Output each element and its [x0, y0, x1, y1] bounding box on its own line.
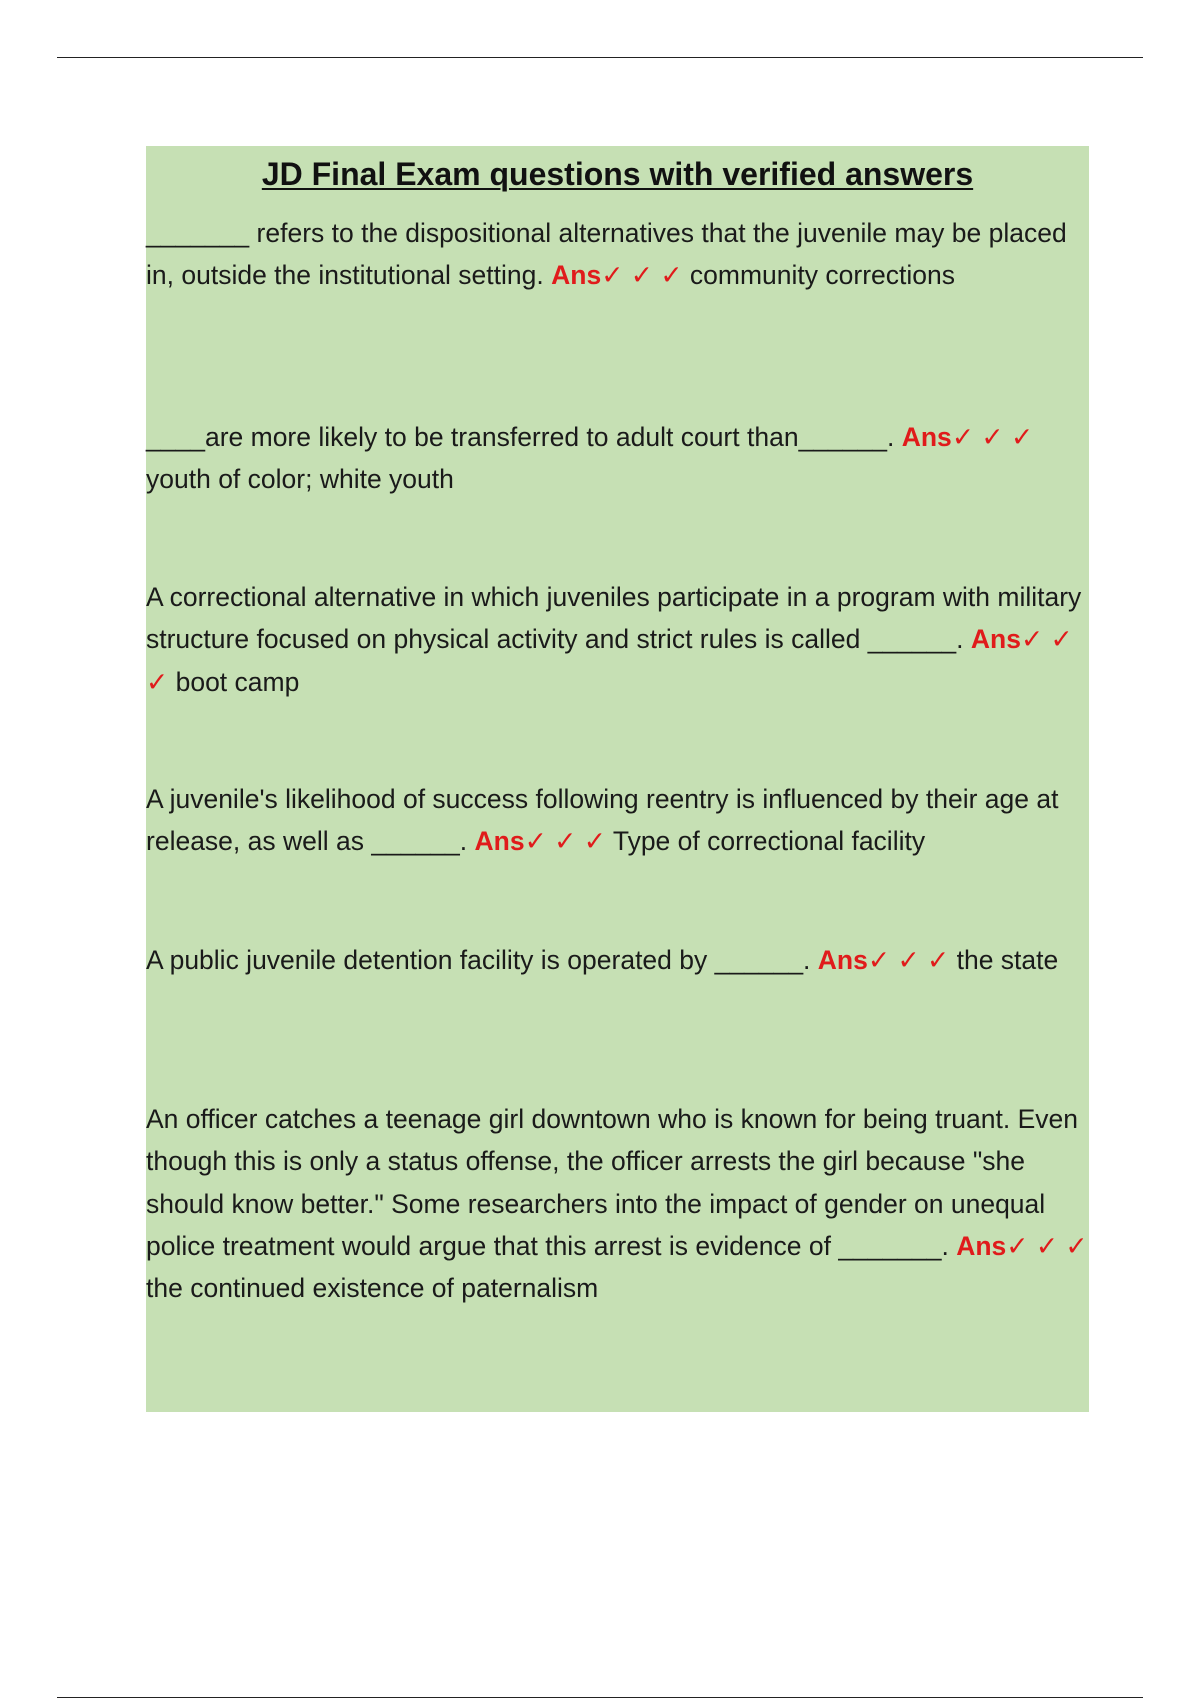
answer-label: Ans — [817, 945, 868, 975]
check-marks-icon: ✓ ✓ ✓ — [146, 624, 1073, 697]
answer-label: Ans — [970, 624, 1021, 655]
check-marks-icon: ✓ ✓ ✓ — [524, 826, 606, 857]
question-text: An officer catches a teenage girl downtown who is known for being truant. Even though this is only a status offense, the officer arrests the girl because "she should know better." Some researchers into the impact of gender on unequal police treatment would argue that this arrest is evidence of _______. — [146, 1104, 1078, 1261]
answer-text: boot camp — [175, 666, 300, 697]
answer-label: Ans — [474, 826, 525, 857]
exam-panel — [146, 146, 1089, 1412]
question-text: A public juvenile detention facility is operated by ______. — [146, 945, 811, 975]
check-marks-icon: ✓ ✓ ✓ — [867, 945, 950, 975]
answer-label: Ans — [901, 422, 952, 452]
answer-label: Ans — [551, 260, 602, 291]
answer-label: Ans — [956, 1230, 1007, 1261]
qa-item-5 — [146, 939, 1089, 981]
qa-item-3 — [146, 576, 1089, 703]
check-marks-icon: ✓ ✓ ✓ — [601, 260, 683, 291]
answer-text: the continued existence of paternalism — [146, 1273, 599, 1304]
answer-text: the state — [956, 945, 1059, 975]
question-text: _______ refers to the dispositional alternatives that the juvenile may be placed in, outside the institutional setting. — [146, 218, 1067, 291]
qa-item-1 — [146, 212, 1089, 297]
document-title: JD Final Exam questions with verified answers — [261, 156, 974, 192]
check-marks-icon: ✓ ✓ ✓ — [1006, 1230, 1088, 1261]
check-marks-icon: ✓ ✓ ✓ — [951, 422, 1034, 452]
qa-item-4 — [146, 778, 1089, 863]
bottom-rule — [57, 1697, 1143, 1698]
top-rule — [57, 57, 1143, 58]
answer-text: youth of color; white youth — [146, 464, 454, 495]
question-text: A juvenile's likelihood of success following reentry is influenced by their age at release, as well as ______. — [146, 784, 1059, 857]
qa-item-2 — [146, 416, 1089, 501]
qa-item-6 — [146, 1098, 1089, 1309]
question-text: A correctional alternative in which juveniles participate in a program with military structure focused on physical activity and strict rules is called ______. — [146, 582, 1082, 655]
answer-text: community corrections — [689, 260, 955, 291]
question-text: ____are more likely to be transferred to adult court than______. — [146, 422, 895, 452]
answer-text: Type of correctional facility — [612, 826, 926, 857]
